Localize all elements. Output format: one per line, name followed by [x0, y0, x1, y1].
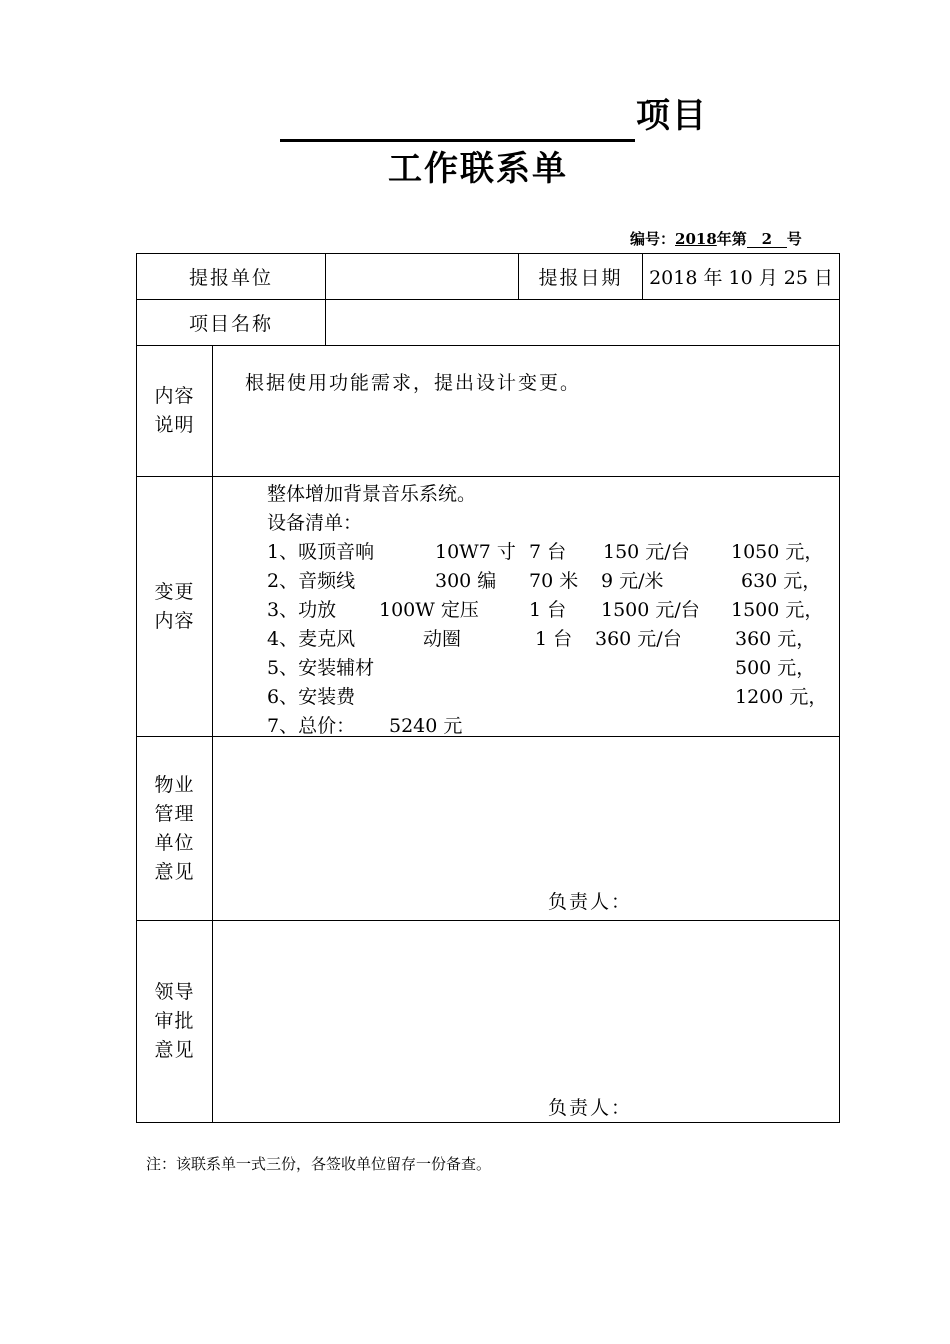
row-change-content [137, 477, 840, 737]
row-leader-approval [137, 921, 840, 1123]
project-name-label: 项目名称 [137, 300, 326, 346]
equipment-item-spec: 10W7 寸 [435, 541, 516, 563]
description-label-line: 内容 [154, 385, 195, 407]
equipment-item-name: 6、安装费 [267, 686, 356, 708]
row-description [137, 346, 840, 477]
equipment-item-total: 500 元， [735, 657, 816, 679]
footnote: 注：该联系单一式三份，各签收单位留存一份备查。 [146, 1155, 492, 1173]
equipment-item-total: 1200 元， [735, 686, 828, 708]
description-text: 根据使用功能需求，提出设计变更。 [245, 372, 582, 394]
report-unit-value[interactable] [326, 254, 519, 300]
leader-responsible-label: 负责人： [548, 1097, 633, 1119]
report-date-label: 提报日期 [519, 254, 643, 300]
report-unit-label: 提报单位 [137, 254, 326, 300]
property-opinion-label [137, 737, 213, 921]
equipment-item-total: 1050 元， [731, 541, 824, 563]
equipment-item-qty: 70 米 [529, 570, 579, 592]
equipment-item-name: 2、音频线 [267, 570, 356, 592]
leader-approval-label [137, 921, 213, 1123]
equipment-item-name: 3、功放 [267, 599, 337, 621]
property-opinion-cell[interactable] [213, 737, 840, 921]
description-cell[interactable] [213, 346, 840, 477]
property-responsible-label: 负责人： [548, 891, 633, 913]
row-report-unit [137, 254, 840, 300]
serial-suffix: 号 [786, 230, 802, 248]
page-title: 工作联系单 [388, 149, 568, 189]
project-name-value[interactable] [326, 300, 840, 346]
equipment-item-total: 360 元， [735, 628, 816, 650]
equipment-item-qty: 1 台 [535, 628, 573, 650]
property-label-line: 物业 [154, 773, 195, 796]
leader-label-line: 意见 [154, 1039, 195, 1061]
leader-approval-cell[interactable] [213, 921, 840, 1123]
equipment-item-name: 1、吸顶音响 [267, 541, 375, 563]
equipment-list [213, 477, 839, 736]
equipment-item-total: 1500 元， [731, 599, 824, 621]
serial-number: 2 [747, 231, 787, 248]
equipment-item-total: 630 元， [741, 570, 822, 592]
change-label-line: 内容 [154, 609, 195, 632]
equipment-heading: 设备清单： [267, 512, 363, 534]
property-label-line: 意见 [154, 860, 195, 883]
equipment-item-name: 4、麦克风 [267, 628, 356, 650]
equipment-item-price: 150 元/台 [603, 541, 690, 563]
report-date-value[interactable]: 2018 年 10 月 25 日 [643, 254, 840, 300]
change-label [137, 477, 213, 737]
property-label-line: 管理 [154, 802, 195, 825]
change-label-line: 变更 [154, 580, 195, 603]
change-content-cell[interactable] [213, 477, 840, 737]
total-label: 7、总价： [267, 715, 356, 737]
total-value: 5240 元 [389, 715, 463, 737]
equipment-item-spec: 100W 定压 [379, 599, 479, 621]
equipment-item-price: 1500 元/台 [601, 599, 700, 621]
equipment-item-qty: 7 台 [529, 541, 567, 563]
serial-prefix: 编号： [630, 230, 676, 248]
row-property-opinion [137, 737, 840, 921]
equipment-item-qty: 1 台 [529, 599, 567, 621]
contact-form-table [136, 253, 840, 1123]
leader-label-line: 审批 [154, 1010, 195, 1032]
serial-number-line [630, 228, 802, 249]
change-intro: 整体增加背景音乐系统。 [267, 483, 477, 505]
description-label [137, 346, 213, 477]
row-project-name [137, 300, 840, 346]
equipment-item-spec: 300 编 [435, 570, 497, 592]
leader-label-line: 领导 [154, 981, 195, 1003]
serial-mid: 年第 [716, 230, 747, 248]
equipment-item-spec: 动圈 [423, 628, 462, 650]
equipment-item-name: 5、安装辅材 [267, 657, 375, 679]
equipment-item-price: 9 元/米 [601, 570, 664, 592]
project-title-suffix: 项目 [636, 96, 708, 136]
property-label-line: 单位 [154, 831, 195, 854]
description-label-line: 说明 [154, 414, 195, 436]
equipment-item-price: 360 元/台 [595, 628, 682, 650]
serial-year: 2018 [675, 230, 717, 248]
